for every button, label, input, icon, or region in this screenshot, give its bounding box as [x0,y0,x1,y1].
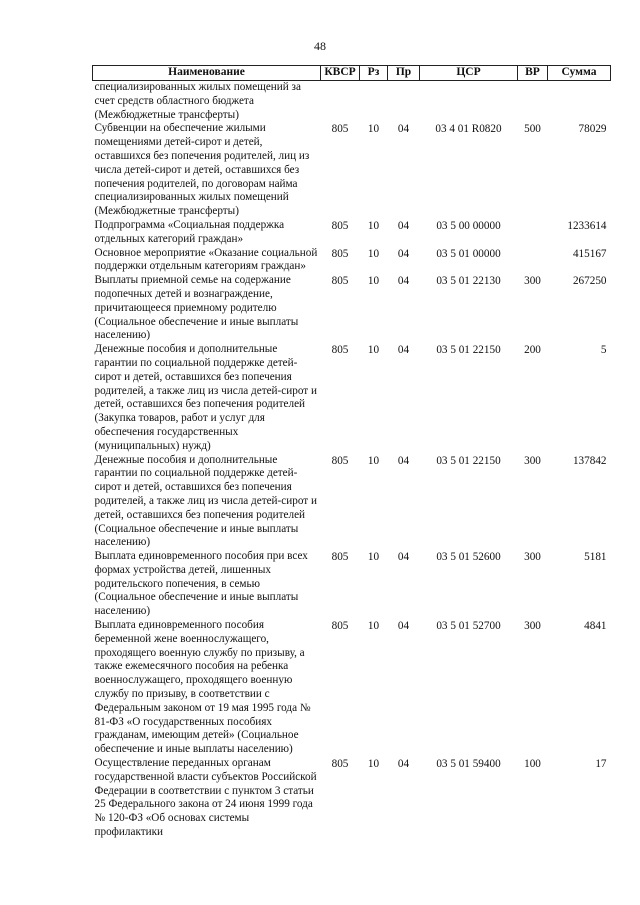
row-csr: 03 5 01 59400 [436,758,501,771]
row-csr: 03 5 01 22130 [436,275,501,288]
table-row [93,454,611,551]
row-rz: 10 [367,454,380,467]
row-rz [360,81,388,123]
row-vr: 500 [524,123,541,136]
row-csr: 03 4 01 R0820 [435,123,502,136]
row-pr: 04 [397,758,410,771]
row-rz: 10 [367,344,380,357]
row-kvsr: 805 [331,123,349,136]
header-csr: ЦСР [420,66,518,81]
row-rz: 10 [367,551,380,564]
table-row [93,343,611,453]
row-sum: 17 [595,758,607,771]
budget-table [92,65,611,840]
table-row [93,81,611,123]
table-row [93,550,611,619]
row-csr [420,81,518,123]
row-vr: 300 [524,454,541,467]
row-kvsr: 805 [331,275,349,288]
header-pr: Пр [388,66,420,81]
header-kvsr: КВСР [321,66,360,81]
row-rz: 10 [367,620,380,633]
row-sum: 415167 [572,247,607,260]
row-sum: 137842 [572,454,607,467]
row-pr: 04 [397,620,410,633]
row-kvsr: 805 [331,551,349,564]
table-row [93,274,611,343]
row-kvsr [321,81,360,123]
row-kvsr: 805 [331,758,349,771]
table-row [93,219,611,247]
header-vr: ВР [518,66,548,81]
table-row [93,619,611,757]
row-rz: 10 [367,275,380,288]
row-vr: 100 [524,758,541,771]
row-kvsr: 805 [331,454,349,467]
header-name: Наименование [93,66,321,81]
row-sum: 5181 [584,551,607,564]
page-number: 48 [314,39,326,53]
row-rz: 10 [367,123,380,136]
row-rz: 10 [367,758,380,771]
table-body [93,81,611,840]
row-name: Основное мероприятие «Оказание социальной поддержки отдельным категориям граждан» [94,246,318,273]
row-pr: 04 [397,219,410,232]
row-kvsr: 805 [331,620,349,633]
row-vr: 200 [524,344,541,357]
row-name: Денежные пособия и дополнительные гарантии по социальной поддержке детей-сирот и детей, оставшихся без попечения родителей, а также лиц из числа детей-сирот и детей, оставшихся без попечения родителей (Социальное обеспечение и иные выплаты населению) [94,453,317,549]
header-rz: Рз [360,66,388,81]
row-name: Осуществление переданных органам государственной власти субъектов Российской Федерации в соответствии с пунктом 3 статьи 25 Федерального закона от 24 июня 1999 года № 120-ФЗ «Об основах системы профилактики [94,757,317,839]
row-kvsr: 805 [331,219,349,232]
row-sum: 267250 [572,275,607,288]
row-name: Подпрограмма «Социальная поддержка отдельных категорий граждан» [94,218,285,245]
row-sum: 78029 [578,123,607,136]
row-kvsr: 805 [331,247,349,260]
row-sum: 4841 [584,620,607,633]
row-rz: 10 [367,219,380,232]
row-vr: 300 [524,620,541,633]
row-csr: 03 5 01 00000 [436,247,501,260]
header-sum: Сумма [548,66,611,81]
row-name: Выплаты приемной семье на содержание подопечных детей и вознаграждение, причитающееся приемному родителю (Социальное обеспечение и иные выплаты населению) [94,274,299,342]
row-csr: 03 5 01 52700 [436,620,501,633]
row-csr: 03 5 01 22150 [436,454,501,467]
row-pr: 04 [397,247,410,260]
row-name: Выплата единовременного пособия беременной жене военнослужащего, проходящего военную службу по призыву, а также ежемесячного пособия на ребенка военнослужащего, проходящего военную службу по призыву, в соответствии с Федеральным законом от 19 мая 1995 года № 81-ФЗ «О государственных пособиях гражданам, имеющим детей» (Социальное обеспечение и иные выплаты населению) [94,619,311,756]
row-pr: 04 [397,344,410,357]
row-name: Денежные пособия и дополнительные гарантии по социальной поддержке детей-сирот и детей, оставшихся без попечения родителей, а также лиц из числа детей-сирот и детей, оставшихся без попечения родителей (Закупка товаров, работ и услуг для обеспечения государственных (муниципальных) нужд) [94,343,317,452]
row-csr: 03 5 00 00000 [436,219,501,232]
row-sum [548,81,611,123]
table-header-row [93,66,611,81]
row-vr [518,219,548,247]
row-pr: 04 [397,275,410,288]
row-name: Выплата единовременного пособия при всех формах устройства детей, лишенных родительского попечения, в семью (Социальное обеспечение и иные выплаты населению) [94,550,308,618]
row-name: специализированных жилых помещений за счет средств областного бюджета (Межбюджетные трансферты) [94,81,301,121]
table-row [93,757,611,840]
row-pr: 04 [397,454,410,467]
table-row [93,122,611,219]
row-vr [518,81,548,123]
row-name: Субвенции на обеспечение жилыми помещениями детей-сирот и детей, оставшихся без попечения родителей, лиц из числа детей-сирот и детей, оставшихся без попечения родителей, по договорам найма специализированных жилых помещений (Межбюджетные трансферты) [94,122,310,218]
row-csr: 03 5 01 22150 [436,344,501,357]
row-sum: 1233614 [567,219,607,232]
row-pr: 04 [397,123,410,136]
row-pr [388,81,420,123]
table-row [93,247,611,275]
row-vr: 300 [524,551,541,564]
row-vr: 300 [524,275,541,288]
row-sum: 5 [600,344,607,357]
row-pr: 04 [397,551,410,564]
row-rz: 10 [367,247,380,260]
row-vr [518,247,548,275]
row-csr: 03 5 01 52600 [436,551,501,564]
row-kvsr: 805 [331,344,349,357]
